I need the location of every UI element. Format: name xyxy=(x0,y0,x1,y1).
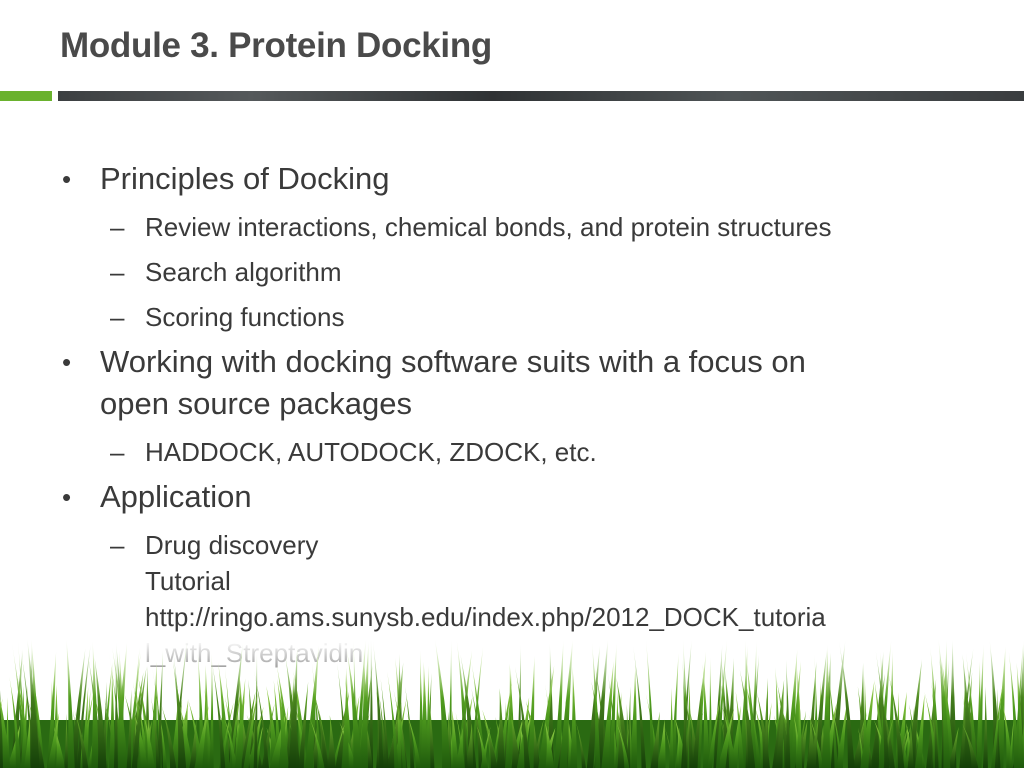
bullet-text: Application xyxy=(100,479,252,514)
slide-body xyxy=(62,158,982,671)
bullet-text-line-2: open source packages xyxy=(100,386,412,421)
bullet-principles-of-docking xyxy=(62,158,982,200)
bullet-text-line-1: Working with docking software suits with a focus on xyxy=(100,344,806,379)
sub-bullet xyxy=(62,299,982,335)
title-accent-bar xyxy=(0,91,52,101)
bullet-icon: • xyxy=(62,347,72,377)
dash-icon: – xyxy=(110,257,125,287)
bullet-application xyxy=(62,476,982,518)
bullet-docking-software xyxy=(62,341,982,425)
dash-icon: – xyxy=(110,530,125,560)
sub-bullet-text: Drug discovery xyxy=(145,530,319,560)
sub-bullet xyxy=(62,209,982,245)
sub-bullet xyxy=(62,434,982,470)
sub-bullet-text: Search algorithm xyxy=(145,257,342,287)
sub-bullet xyxy=(62,254,982,290)
sub-bullet-text: Review interactions, chemical bonds, and protein structures xyxy=(145,212,832,242)
grass-footer-image xyxy=(0,640,1024,768)
dash-icon: – xyxy=(110,302,125,332)
bullet-text: Principles of Docking xyxy=(100,161,390,196)
bullet-icon: • xyxy=(62,482,72,512)
sub-bullet-text: Tutorial xyxy=(145,566,231,596)
sub-bullet-text: Scoring functions xyxy=(145,302,345,332)
dash-icon: – xyxy=(110,437,125,467)
title-divider-bar xyxy=(58,91,1024,101)
slide-title: Module 3. Protein Docking xyxy=(60,26,492,65)
sub-bullet-text: HADDOCK, AUTODOCK, ZDOCK, etc. xyxy=(145,437,597,467)
bullet-icon: • xyxy=(62,164,72,194)
tutorial-link[interactable]: http://ringo.ams.sunysb.edu/index.php/2012_DOCK_tutoria xyxy=(145,602,826,632)
dash-icon: – xyxy=(110,212,125,242)
